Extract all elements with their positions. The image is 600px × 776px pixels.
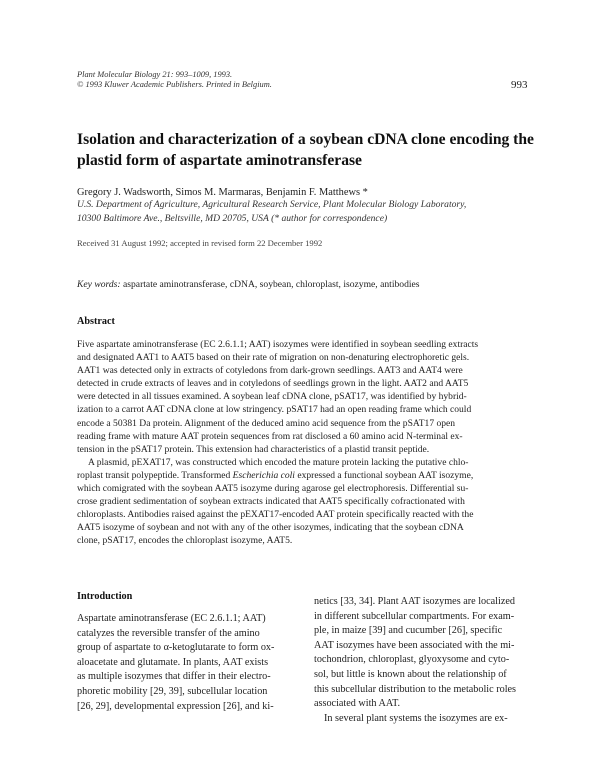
intro-line: AAT isozymes have been associated with the mi- [314,639,515,651]
abstract-line: ization to a carrot AAT cDNA clone at low stringency. pSAT17 had an open reading frame which could [77,404,472,416]
intro-line: In several plant systems the isozymes are ex- [324,712,508,724]
abstract-line: detected in crude extracts of leaves and in cotyledons of seedlings grown in the light. AAT2 and AAT5 [77,378,469,390]
intro-line: in different subcellular compartments. For exam- [314,610,515,622]
intro-line: catalyzes the reversible transfer of the amino [77,627,260,639]
abstract-text: roplast transit polypeptide. Transformed [77,469,233,481]
intro-line: aloacetate and glutamate. In plants, AAT exists [77,656,269,668]
abstract-line: tension in the pSAT17 protein. This extension had characteristics of a plastid transit peptide. [77,443,430,455]
intro-left-column [77,612,295,714]
affiliation-line: U.S. Department of Agriculture, Agricultural Research Service, Plant Molecular Biology Laboratory, [77,199,467,210]
affiliation [77,198,537,225]
abstract-line: AAT1 was detected only in extracts of cotyledons from dark-grown seedlings. AAT3 and AAT4 were [77,365,463,377]
intro-right-column [314,595,536,726]
title-line: plastid form of aspartate aminotransferase [77,152,362,169]
abstract-line: A plasmid, pEXAT17, was constructed which encoded the mature protein lacking the putative chlo- [88,456,469,468]
keywords [77,279,537,291]
intro-line: Aspartate aminotransferase (EC 2.6.1.1; AAT) [77,613,266,624]
paper-title [77,129,537,171]
keywords-label: Key words: [77,279,121,290]
abstract-text: expressed a functional soybean AAT isozyme, [294,469,474,481]
abstract-line [77,469,532,482]
page-number: 993 [511,79,528,91]
received-dates: Received 31 August 1992; accepted in revised form 22 December 1992 [77,238,323,248]
abstract-line: chloroplasts. Antibodies raised against the pEXAT17-encoded AAT protein specifically reacted with the [77,509,474,521]
intro-line: phoretic mobility [29, 39], subcellular location [77,685,268,697]
abstract-line: clone, pSAT17, encodes the chloroplast isozyme, AAT5. [77,535,293,547]
intro-line: as multiple isozymes that differ in their electro- [77,671,271,683]
intro-line: [26, 29], developmental expression [26], and ki- [77,700,274,712]
intro-line: sol, but little is known about the relationship of [314,668,507,680]
abstract-body [77,338,532,548]
publisher-line: © 1993 Kluwer Academic Publishers. Printed in Belgium. [77,80,272,89]
intro-line: ple, in maize [39] and cucumber [26], specific [314,625,503,637]
journal-line: Plant Molecular Biology 21: 993–1009, 1993. [77,70,233,79]
intro-line: this subcellular distribution to the metabolic roles [314,683,517,695]
journal-citation [77,70,272,90]
title-line: Isolation and characterization of a soybean cDNA clone encoding the [77,131,534,148]
abstract-line: encode a 50381 Da protein. Alignment of the deduced amino acid sequence from the pSAT17 open [77,417,456,429]
abstract-heading: Abstract [77,316,115,327]
keywords-text: aspartate aminotransferase, cDNA, soybean, chloroplast, isozyme, antibodies [120,279,420,290]
abstract-line: were detected in all tissues examined. A soybean leaf cDNA clone, pSAT17, was identified by hybrid- [77,391,467,403]
abstract-line: and designated AAT1 to AAT5 based on their rate of migration on non-denaturing electrophoretic gels. [77,352,470,364]
species-name: Escherichia coli [232,469,295,481]
abstract-line: Five aspartate aminotransferase (EC 2.6.1.1; AAT) isozymes were identified in soybean seedling extracts [77,339,479,350]
abstract-line: which comigrated with the soybean AAT5 isozyme during agarose gel electrophoresis. Differential su- [77,483,469,495]
intro-line: tochondrion, chloroplast, glyoxysome and cyto- [314,654,510,666]
abstract-line: crose gradient sedimentation of soybean extracts indicated that AAT5 specifically cofractionated with [77,496,465,508]
abstract-line: AAT5 isozyme of soybean and not with any of the other isozymes, indicating that the soybean cDNA [77,522,464,534]
affiliation-line: 10300 Baltimore Ave., Beltsville, MD 20705, USA (* author for correspondence) [77,212,388,224]
intro-line: netics [33, 34]. Plant AAT isozymes are localized [314,596,515,607]
authors: Gregory J. Wadsworth, Simos M. Marmaras, Benjamin F. Matthews * [77,187,368,198]
abstract-line: reading frame with mature AAT protein sequences from rat disclosed a 60 amino acid N-terminal ex- [77,430,463,442]
introduction-heading: Introduction [77,591,133,602]
intro-line: associated with AAT. [314,698,401,710]
intro-line: group of aspartate to α-ketoglutarate to form ox- [77,642,275,654]
